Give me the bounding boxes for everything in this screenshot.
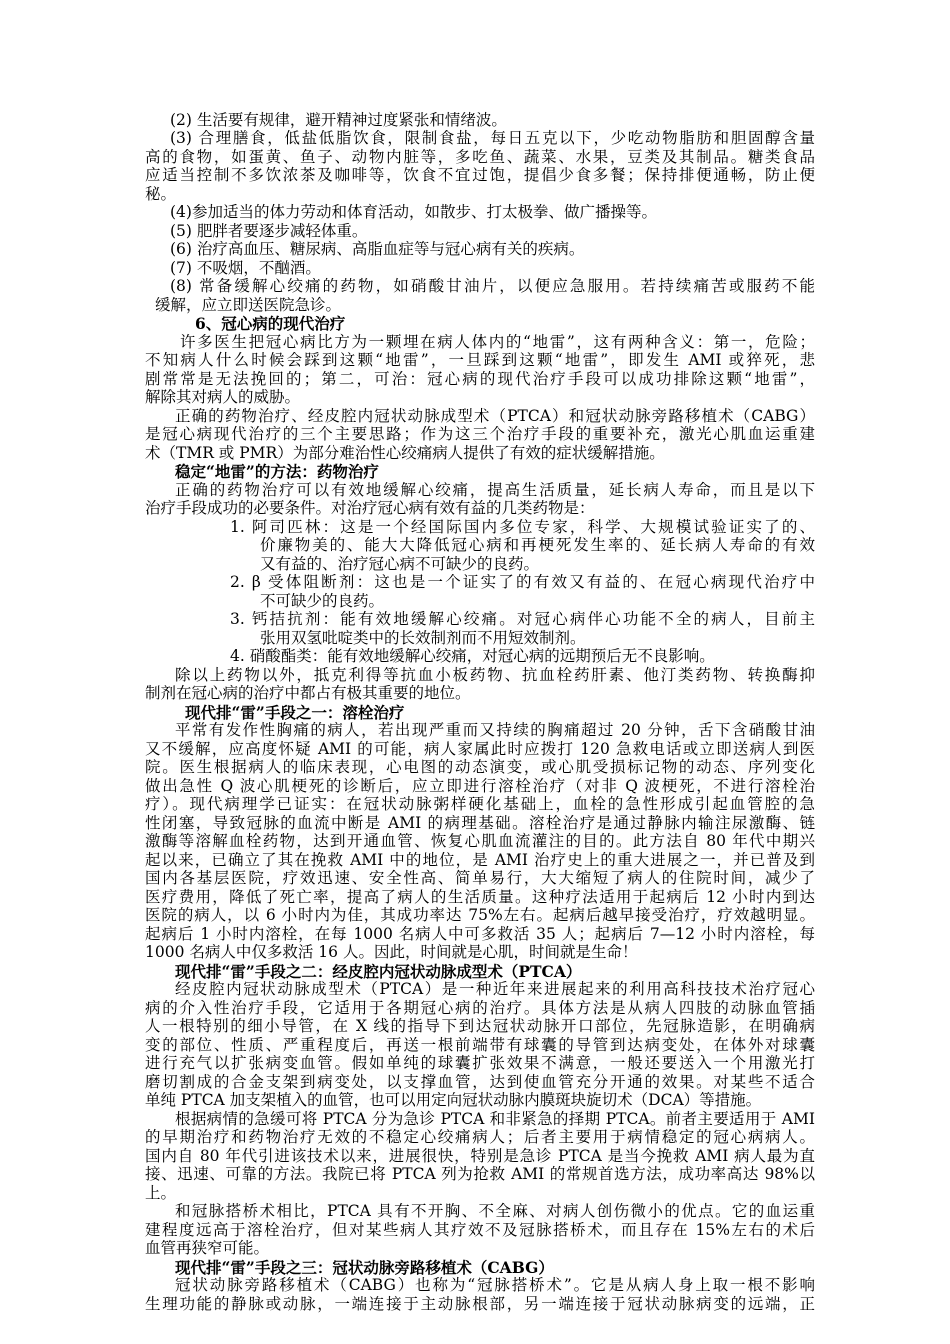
text-line: 1000 名病人中仅多救活 16 人。因此，时间就是心肌，时间就是生命！ <box>145 943 638 961</box>
text-line: 许多医生把冠心病比方为一颗埋在病人体内的“地雷”，这有两种含义：第一，危险； <box>180 333 815 351</box>
text-line: 不知病人什么时候会踩到这颗“地雷”，一旦踩到这颗“地雷”，即发生 AMI 或猝死，悲 <box>145 351 815 369</box>
text-line: 根据病情的急缓可将 PTCA 分为急诊 PTCA 和非紧急的择期 PTCA。前者主要适用于 AMI <box>175 1110 815 1128</box>
text-line: 疗）。现代病理学已证实：在冠状动脉粥样硬化基础上，血栓的急性形成引起血管腔的急 <box>145 795 815 813</box>
text-line: (3) 合理膳食，低盐低脂饮食，限制食盐，每日五克以下，少吃动物脂肪和胆固醇含量 <box>170 129 815 147</box>
text-line: 起病后 1 小时内溶栓，在每 1000 名病人中可多救活 35 人；起病后 7—12 小时内溶栓，每 <box>145 925 815 943</box>
text-line: 2. β 受体阻断剂：这也是一个证实了的有效又有益的、在冠心病现代治疗中 <box>230 573 815 591</box>
text-line: 医院的病人，以 6 小时内为佳，其成功率达 75%左右。起病后越早接受治疗，疗效越明显。 <box>145 906 815 924</box>
text-line: 正确的药物治疗可以有效地缓解心绞痛，提高生活质量，延长病人寿命，而且是以下 <box>175 481 815 499</box>
text-line: (2) 生活要有规律，避开精神过度紧张和情绪波。 <box>170 111 507 129</box>
text-line: (5) 肥胖者要逐步减轻体重。 <box>170 222 368 240</box>
text-line: 院。医生根据病人的临床表现，心电图的动态演变，或心肌受损标记物的动态、序列变化 <box>145 758 815 776</box>
text-line: 激酶等溶解血栓药物，达到开通血管、恢复心肌血流灌注的目的。此方法自 80 年代中期兴 <box>145 832 815 850</box>
text-line: (6) 治疗高血压、糖尿病、高脂血症等与冠心病有关的疾病。 <box>170 240 585 258</box>
text-line: 变的部位、性质、严重程度后，再送一根前端带有球囊的导管到达病变处，在体外对球囊 <box>145 1036 815 1054</box>
text-line: 国内自 80 年代引进该技术以来，进展很快，特别是急诊 PTCA 是当今挽救 AMI 病人最为直 <box>145 1147 815 1165</box>
text-line: 做出急性 Q 波心肌梗死的诊断后，应立即进行溶栓治疗（对非 Q 波梗死，不进行溶栓治 <box>145 777 815 795</box>
text-line: 张用双氢吡啶类中的长效制剂而不用短效制剂。 <box>260 629 586 647</box>
section-heading: 现代排“雷”手段之三：冠状动脉旁路移植术（CABG） <box>175 1258 554 1277</box>
text-line: 制剂在冠心病的治疗中都占有极其重要的地位。 <box>145 684 471 702</box>
text-line: 1. 阿司匹林：这是一个经国际国内多位专家，科学、大规模试验证实了的、 <box>230 518 815 536</box>
text-line: 和冠脉搭桥术相比，PTCA 具有不开胸、不全麻、对病人创伤微小的优点。它的血运重 <box>175 1202 815 1220</box>
text-line: 4. 硝酸酯类：能有效地缓解心绞痛，对冠心病的远期预后无不良影响。 <box>230 647 715 665</box>
text-line: 的早期治疗和药物治疗无效的不稳定心绞痛病人；后者主要用于病情稳定的冠心病病人。 <box>145 1128 815 1146</box>
text-line: 是冠心病现代治疗的三个主要思路；作为这三个治疗手段的重要补充，激光心肌血运重建 <box>145 425 815 443</box>
section-heading: 6、冠心病的现代治疗 <box>195 314 346 333</box>
text-line: 平常有发作性胸痛的病人，若出现严重而又持续的胸痛超过 20 分钟，舌下含硝酸甘油 <box>175 721 815 739</box>
text-line: 血管再狭窄可能。 <box>145 1239 270 1257</box>
text-line: 医疗费用，降低了死亡率，提高了病人的生活质量。这种疗法适用于起病后 12 小时内到达 <box>145 888 815 906</box>
text-line: 接、迅速、可靠的方法。我院已将 PTCA 列为抢救 AMI 的常规首选方法，成功率高达 98%以 <box>145 1165 815 1183</box>
text-line: 性闭塞，导致冠脉的血流中断是 AMI 的病理基础。溶栓治疗是通过静脉内输注尿激酶、链 <box>145 814 815 832</box>
text-line: (8) 常备缓解心绞痛的药物，如硝酸甘油片，以便应急服用。若持续痛苦或服药不能 <box>170 277 815 295</box>
text-line: 除以上药物以外，抵克利得等抗血小板药物、抗血栓药肝素、他汀类药物、转换酶抑 <box>175 666 815 684</box>
text-line: 建程度远高于溶栓治疗，但对某些病人其疗效不及冠脉搭桥术，而且存在 15%左右的术后 <box>145 1221 815 1239</box>
text-line: 价廉物美的、能大大降低冠心病和再梗死发生率的、延长病人寿命的有效 <box>260 536 815 554</box>
text-line: (4)参加适当的体力劳动和体育活动，如散步、打太极拳、做广播操等。 <box>170 203 657 221</box>
text-line: 起以来，已确立了其在挽救 AMI 中的地位，是 AMI 治疗史上的重大进展之一，并已普及到 <box>145 851 815 869</box>
text-line: 经皮腔内冠状动脉成型术（PTCA）是一种近年来进展起来的利用高科技技术治疗冠心 <box>175 980 815 998</box>
text-line: 磨切割成的合金支架到病变处，以支撑血管，达到使血管充分开通的效果。对某些不适合 <box>145 1073 815 1091</box>
text-line: 单纯 PTCA 加支架植入的血管，也可以用定向冠状动脉内膜斑块旋切术（DCA）等措施。 <box>145 1091 762 1109</box>
text-line: 缓解，应立即送医院急诊。 <box>155 296 342 314</box>
text-line: 国内各基层医院，疗效迅速、安全性高、简单易行，大大缩短了病人的住院时间，减少了 <box>145 869 815 887</box>
text-line: 不可缺少的良药。 <box>260 592 385 610</box>
text-line: 上。 <box>145 1184 177 1202</box>
text-line: 又不缓解，应高度怀疑 AMI 的可能，病人家属此时应拨打 120 急救电话或立即送病人到医 <box>145 740 815 758</box>
section-heading: 现代排“雷”手段之一：溶栓治疗 <box>185 703 405 722</box>
text-line: 秘。 <box>145 185 177 203</box>
text-line: 术（TMR 或 PMR）为部分难治性心绞痛病人提供了有效的症状缓解措施。 <box>145 444 665 462</box>
text-line: 人一根特别的细小导管，在 X 线的指导下到达冠状动脉开口部位，先冠脉造影，在明确病 <box>145 1017 815 1035</box>
text-line: 3. 钙拮抗剂：能有效地缓解心绞痛。对冠心病伴心功能不全的病人，目前主 <box>230 610 815 628</box>
text-line: 病的介入性治疗手段，它适用于各期冠心病的治疗。具体方法是从病人四肢的动脉血管插 <box>145 999 815 1017</box>
text-line: 冠状动脉旁路移植术（CABG）也称为“冠脉搭桥术”。它是从病人身上取一根不影响 <box>175 1276 815 1294</box>
text-line: 正确的药物治疗、经皮腔内冠状动脉成型术（PTCA）和冠状动脉旁路移植术（CABG） <box>175 407 815 425</box>
text-line: 进行充气以扩张病变血管。假如单纯的球囊扩张效果不满意，一般还要送入一个用激光打 <box>145 1054 815 1072</box>
text-line: 又有益的、治疗冠心病不可缺少的良药。 <box>260 555 540 573</box>
text-line: 解除其对病人的威胁。 <box>145 388 301 406</box>
section-heading: 稳定“地雷”的方法：药物治疗 <box>175 462 379 481</box>
text-line: 生理功能的静脉或动脉，一端连接于主动脉根部，另一端连接于冠状动脉病变的远端，正 <box>145 1295 815 1313</box>
text-line: 应适当控制不多饮浓茶及咖啡等，饮食不宜过饱，提倡少食多餐；保持排便通畅，防止便 <box>145 166 815 184</box>
section-heading: 现代排“雷”手段之二：经皮腔内冠状动脉成型术（PTCA） <box>175 962 582 981</box>
text-line: 高的食物，如蛋黄、鱼子、动物内脏等，多吃鱼、蔬菜、水果，豆类及其制品。糖类食品 <box>145 148 815 166</box>
text-line: 剧常常是无法挽回的；第二，可治：冠心病的现代治疗手段可以成功排除这颗“地雷”， <box>145 370 815 388</box>
text-line: (7) 不吸烟，不酗酒。 <box>170 259 321 277</box>
text-line: 治疗手段成功的必要条件。对治疗冠心病有效有益的几类药物是： <box>145 499 595 517</box>
